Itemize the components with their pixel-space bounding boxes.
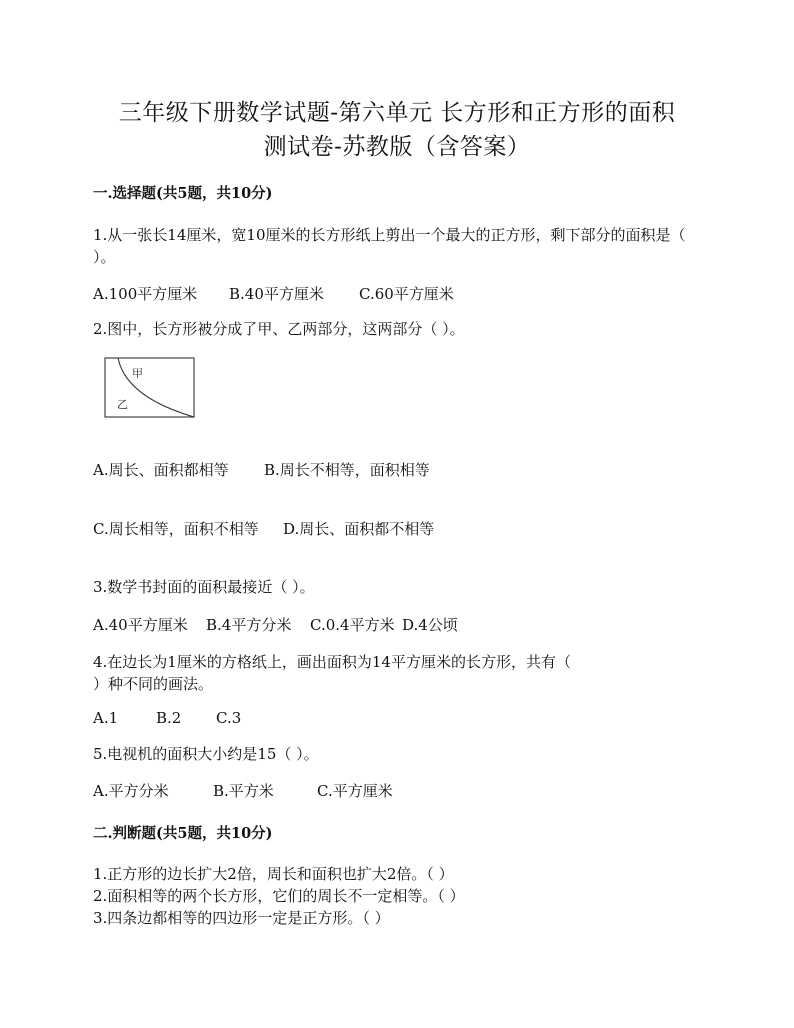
question-4-stem-line1: 4.在边长为1厘米的方格纸上，画出面积为14平方厘米的长方形，共有（	[93, 653, 571, 671]
page-title-line1: 三年级下册数学试题-第六单元 长方形和正方形的面积	[118, 100, 676, 126]
question-5-option-a: A.平方分米	[93, 782, 169, 800]
question-2-option-d: D.周长、面积都不相等	[283, 520, 435, 538]
question-1-stem-line1: 1.从一张长14厘米，宽10厘米的长方形纸上剪出一个最大的正方形，剩下部分的面积是（	[93, 226, 686, 244]
question-1-option-a: A.100平方厘米	[93, 285, 198, 303]
question-2-stem: 2.图中，长方形被分成了甲、乙两部分，这两部分（ ）。	[93, 320, 465, 338]
question-2-option-c: C.周长相等，面积不相等	[93, 520, 259, 538]
question-5-stem: 5.电视机的面积大小约是15（ ）。	[93, 745, 319, 763]
figure-label-jia: 甲	[132, 367, 143, 380]
figure-label-yi: 乙	[117, 398, 128, 411]
question-5-option-c: C.平方厘米	[317, 782, 393, 800]
section-heading-choice: 一.选择题(共5题，共10分)	[93, 185, 273, 202]
question-4-stem-line2: ）种不同的画法。	[93, 675, 214, 693]
judge-question-2: 2.面积相等的两个长方形，它们的周长不一定相等。（ ）	[93, 887, 465, 905]
page-title-line2: 测试卷-苏教版（含答案）	[263, 134, 531, 160]
question-2-option-a: A.周长、面积都相等	[93, 461, 229, 479]
judge-question-3: 3.四条边都相等的四边形一定是正方形。（ ）	[93, 909, 390, 927]
question-2-option-b: B.周长不相等，面积相等	[264, 461, 430, 479]
judge-question-1: 1.正方形的边长扩大2倍，周长和面积也扩大2倍。（ ）	[93, 865, 454, 883]
question-3-stem: 3.数学书封面的面积最接近（ ）。	[93, 578, 315, 596]
question-1-option-c: C.60平方厘米	[359, 285, 454, 303]
question-4-option-c: C.3	[216, 709, 242, 727]
question-3-option-a: A.40平方厘米	[93, 616, 188, 634]
figure-dividing-curve	[118, 358, 194, 417]
question-4-option-b: B.2	[156, 709, 182, 727]
question-1-stem-line2: ）。	[93, 248, 116, 266]
question-1-option-b: B.40平方厘米	[229, 285, 324, 303]
question-5-option-b: B.平方米	[213, 782, 274, 800]
question-3-option-b: B.4平方分米	[206, 616, 292, 634]
question-3-option-d: D.4公顷	[402, 616, 458, 634]
question-3-option-c: C.0.4平方米	[310, 616, 395, 634]
question-2-rectangle-figure	[104, 357, 196, 419]
question-4-option-a: A.1	[93, 709, 119, 727]
section-heading-judge: 二.判断题(共5题，共10分)	[93, 825, 273, 842]
